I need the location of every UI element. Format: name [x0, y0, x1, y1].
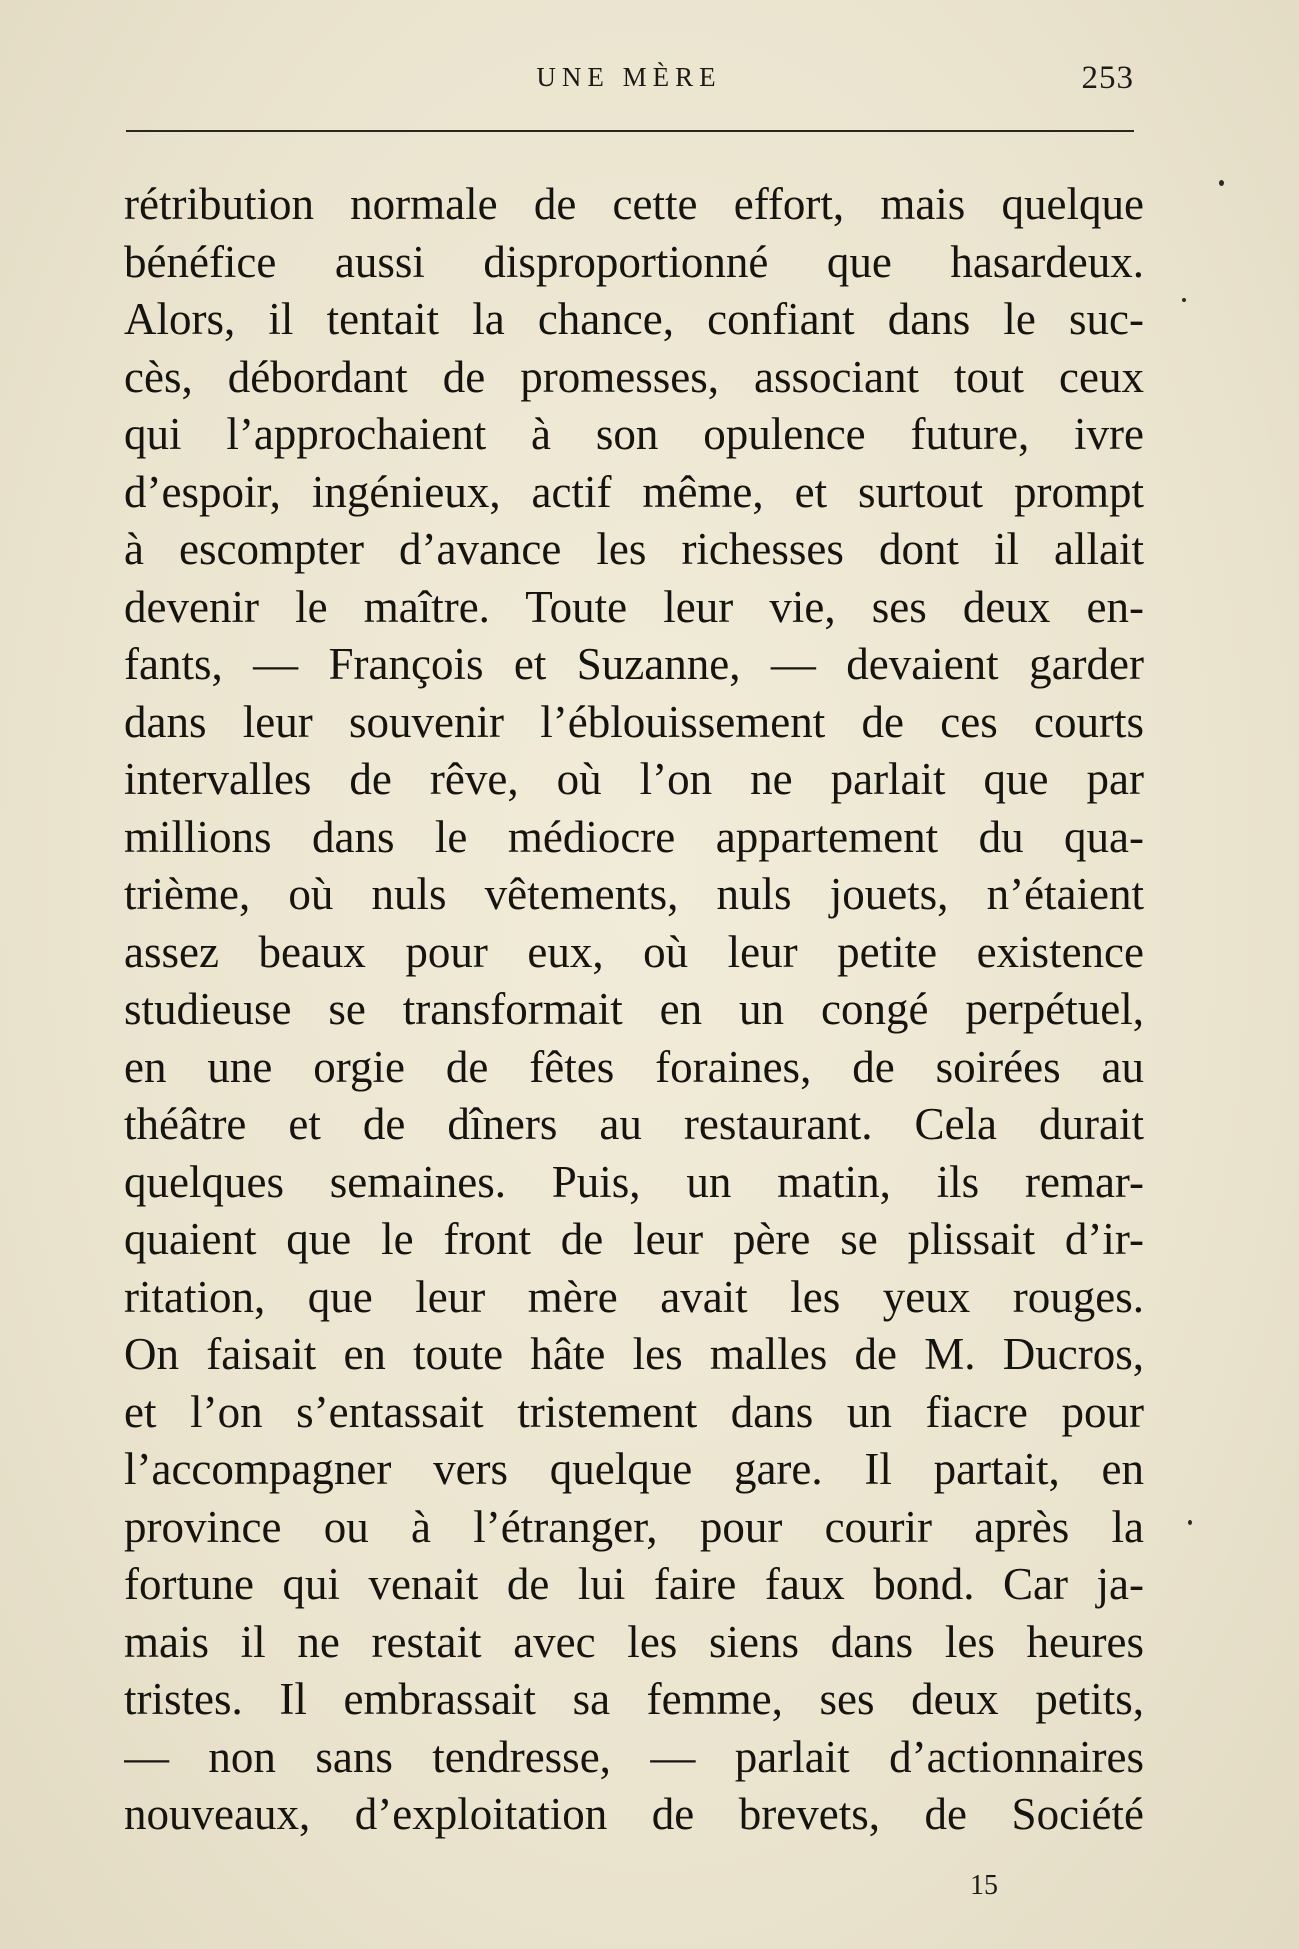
paper-speck: [1182, 298, 1186, 302]
text-line: On faisait en toute hâte les malles de M. Ducros,: [124, 1329, 1144, 1379]
running-title: UNE MÈRE: [536, 62, 722, 92]
text-line: province ou à l’étranger, pour courir après la: [124, 1501, 1144, 1552]
page-number: 253: [1081, 60, 1134, 96]
text-line: dans leur souvenir l’éblouissement de ces courts: [124, 696, 1144, 747]
text-line: studieuse se transformait en un congé perpétuel,: [124, 984, 1144, 1034]
text-line: intervalles de rêve, où l’on ne parlait que par: [124, 754, 1144, 804]
text-line: tristes. Il embrassait sa femme, ses deux petits,: [124, 1674, 1144, 1724]
text-line: Alors, il tentait la chance, confiant dans le suc-: [124, 294, 1144, 344]
text-line: trième, où nuls vêtements, nuls jouets, n’étaient: [124, 869, 1144, 919]
text-line: et l’on s’entassait tristement dans un fiacre pour: [124, 1386, 1144, 1437]
text-line: mais il ne restait avec les siens dans les heures: [124, 1616, 1144, 1667]
text-line: fortune qui venait de lui faire faux bond. Car ja-: [124, 1559, 1144, 1609]
text-line: nouveaux, d’exploitation de brevets, de Société: [124, 1789, 1144, 1839]
header-rule: [126, 130, 1134, 132]
text-line: bénéfice aussi disproportionné que hasardeux.: [124, 236, 1144, 287]
paper-speck: [1219, 180, 1224, 186]
text-line: théâtre et de dîners au restaurant. Cela durait: [124, 1099, 1144, 1149]
text-line: à escompter d’avance les richesses dont il allait: [124, 524, 1144, 574]
text-line: devenir le maître. Toute leur vie, ses deux en-: [124, 581, 1144, 632]
signature-mark: 15: [970, 1870, 998, 1901]
text-line: fants, — François et Suzanne, — devaient garder: [124, 639, 1144, 689]
body-text: [124, 176, 1144, 1844]
text-line: — non sans tendresse, — parlait d’actionnaires: [124, 1731, 1144, 1782]
text-line: assez beaux pour eux, où leur petite existence: [124, 926, 1144, 977]
page-header: [124, 62, 1134, 102]
text-line: qui l’approchaient à son opulence future, ivre: [124, 409, 1144, 459]
text-line: l’accompagner vers quelque gare. Il partait, en: [124, 1444, 1144, 1494]
text-line: quelques semaines. Puis, un matin, ils remar-: [124, 1156, 1144, 1207]
text-line: rétribution normale de cette effort, mais quelque: [124, 179, 1144, 229]
paper-speck: [1188, 1520, 1192, 1525]
text-line: ritation, que leur mère avait les yeux rouges.: [124, 1271, 1144, 1322]
text-line: d’espoir, ingénieux, actif même, et surtout prompt: [124, 466, 1144, 517]
text-line: cès, débordant de promesses, associant tout ceux: [124, 351, 1144, 402]
text-line: quaient que le front de leur père se plissait d’ir-: [124, 1214, 1144, 1264]
text-line: en une orgie de fêtes foraines, de soirées au: [124, 1041, 1144, 1092]
text-line: millions dans le médiocre appartement du qua-: [124, 811, 1144, 862]
